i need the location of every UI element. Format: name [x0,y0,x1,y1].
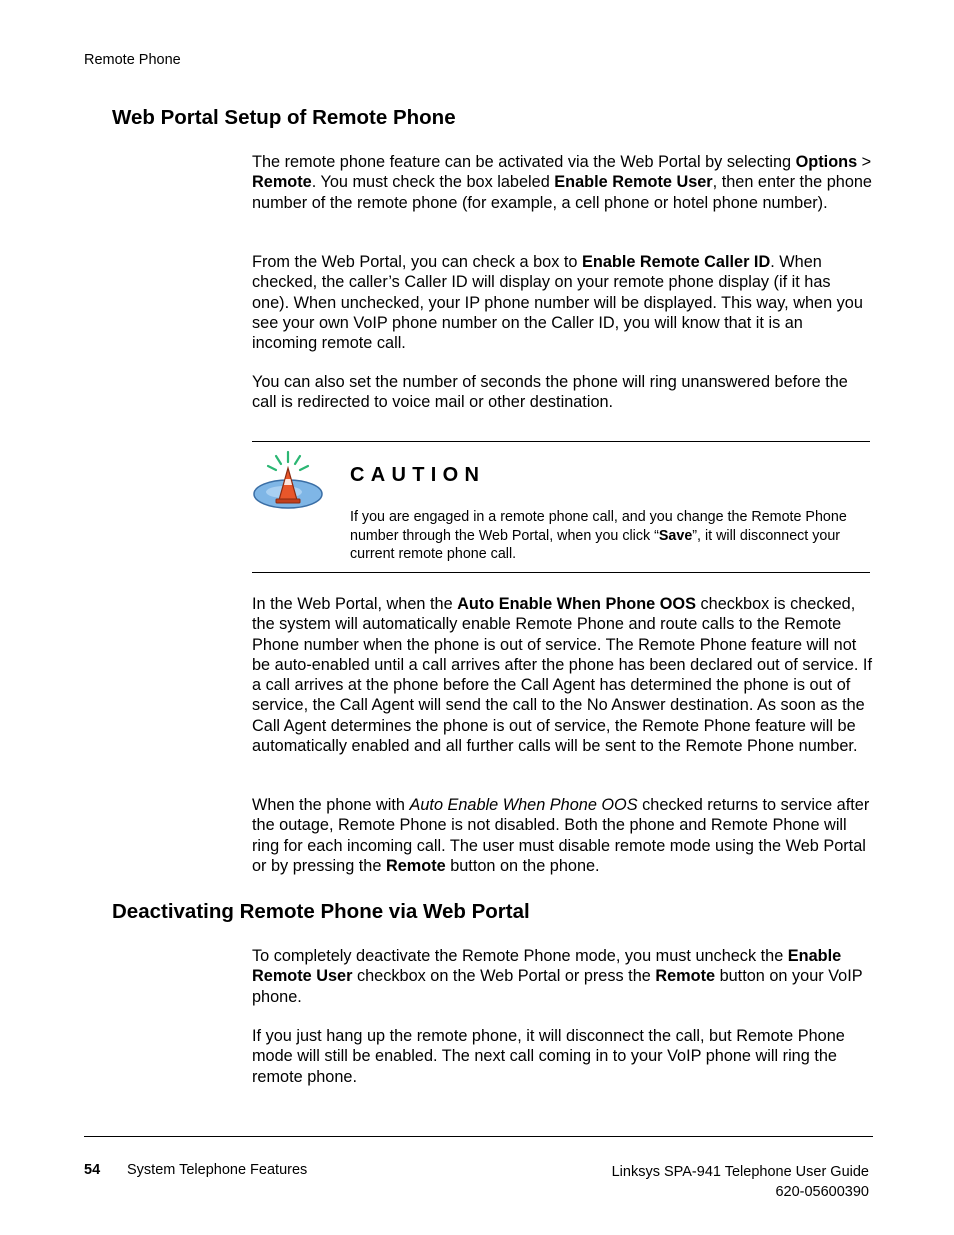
text-run: The remote phone feature can be activated via the Web Portal by selecting [252,153,796,171]
footer-divider [84,1136,873,1137]
text-run: button on your VoIP phone. [252,967,863,1006]
text-run: When the phone with [252,796,410,814]
text-run: checked returns to service after the outage, Remote Phone is not disabled. Both the phone and Remote Phone will ring for each incoming call. The user must disable remote mode using the Web Portal or by pressing the [252,796,870,875]
section-heading-web-portal-setup: Web Portal Setup of Remote Phone [112,106,456,129]
text-run: button on the phone. [445,856,600,875]
text-run: ”, it will disconnect your current remote phone call. [350,527,841,563]
text-run: You can also set the number of seconds the phone will ring unanswered before the call is redirected to voice mail or other destination. [252,373,848,412]
bold-text: Auto Enable When Phone OOS [457,595,696,613]
caution-callout [252,441,870,573]
footer-chapter: System Telephone Features [127,1162,308,1178]
text-run: checkbox on the Web Portal or press the [352,967,656,986]
text-run: > [857,153,872,171]
bold-text: Enable Remote User [554,173,713,192]
text-run: From the Web Portal, you can check a box to [252,253,583,271]
paragraph [252,795,872,876]
text-run: If you just hang up the remote phone, it will disconnect the call, but Remote Phone mode will still be enabled. The next call coming in to your VoIP phone will ring the remote phone. [252,1027,845,1086]
bold-text: Remote [655,967,716,986]
text-run: , then enter the phone number of the remote phone (for example, a cell phone or hotel phone number). [252,173,872,212]
bold-text: Save [658,527,693,544]
text-run: . When checked, the caller’s Caller ID will display on your remote phone display (if it has one). When unchecked, your IP phone number will be displayed. This way, when you see your own VoIP phone number on the Caller ID, you will know that it is an incoming remote call. [252,253,863,353]
text-run: To completely deactivate the Remote Phone mode, you must uncheck the [252,947,788,965]
bold-text: Enable Remote Caller ID [582,253,771,271]
paragraph [252,1026,872,1087]
paragraph [252,594,872,756]
bold-text: Remote [252,173,312,192]
text-run: In the Web Portal, when the [252,595,458,613]
page-number: 54 [84,1162,101,1178]
caution-title: CAUTION [350,464,486,486]
italic-text: Auto Enable When Phone OOS [409,796,638,814]
paragraph [252,252,872,353]
paragraph [252,152,872,213]
bold-text: Options [795,153,858,171]
footer-doc-number: 620-05600390 [775,1184,869,1200]
caution-cone-icon [252,448,324,512]
paragraph [252,946,872,1007]
bold-text: Remote [385,856,446,875]
paragraph [252,372,872,413]
text-run: If you are engaged in a remote phone call, and you change the Remote Phone number through the Web Portal, when you click “ [350,509,847,544]
bold-text: Enable Remote User [252,947,842,986]
footer-guide-info [612,1162,869,1202]
caution-text [350,508,860,564]
text-run: . You must check the box labeled [311,173,555,192]
section-heading-deactivating-remote-phone: Deactivating Remote Phone via Web Portal [112,900,530,923]
footer-guide-title: Linksys SPA-941 Telephone User Guide [611,1164,869,1180]
running-header: Remote Phone [84,52,181,68]
text-run: checkbox is checked, the system will automatically enable Remote Phone and route calls to the Remote Phone number when the phone is out of service. The Remote Phone feature will not be auto-enabled until a call arrives after the phone has been declared out of service. If a call arrives at the phone before the Call Agent has determined the phone is out of service, the Call Agent will send the call to the No Answer destination. As soon as the Call Agent determines the phone is out of service, the Remote Phone feature will be automatically enabled and all further calls will be sent to the Remote Phone number. [252,595,872,756]
